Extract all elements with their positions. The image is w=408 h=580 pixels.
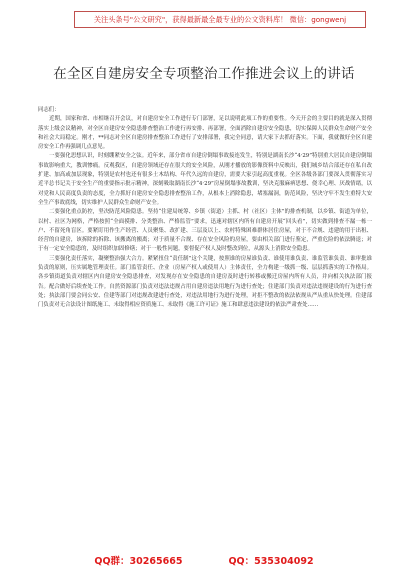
paragraph-point-1: 一要强化思想认识，时刻绷紧安全之弦。近年来，部分省市自建房倒塌事故接连发生，特别是湖南长沙“4·29”特别重大居民自建房倒塌事故影响重大，教训惨痛。反观我区，自建房领域还存在很大的安全风险，从刚才播放的影像资料中反映出，我们城乡结合部还存在私自改扩建、加高或加层现象，特别是农村也还有很多土木结构、年代久远的自建房，需要大家引起高度重视。全区各级各部门要深入贯彻落实习近平总书记关于安全生产的重要指示批示精神，深刻吸取湖南长沙“4·29”房屋倒塌事故教训，坚决克服麻痹思想、侥幸心理、厌战情绪，以对党和人民高度负责的态度，全力抓好自建房安全隐患排查整治工作，从根本上消除隐患，堵塞漏洞，防范风险，坚决守牢不发生重特大安全生产事故底线，切实维护人民群众生命财产安全。 bbox=[38, 153, 372, 206]
document-body bbox=[38, 106, 372, 536]
greeting: 同志们： bbox=[38, 107, 60, 113]
paragraph-point-3: 三要强化责任落实，凝聚整治强大合力。紧紧扭住“责任制”这个关键，按照谁的房屋谁负责、谁使用谁负责、谁监管谁负责、谁审批谁负责的原则，压实属地管理责任。部门监管责任、企业（房屋产权人或使用人）主体责任，全力构建一级抓一级、层层抓落实的工作格局。各乡镇街道负责对辖区内自建房安全隐患排查，对发现存在安全隐患的自建房及时进行转移或搬迁房屋内所有人员，并向相关执法部门报告。配合做好后续查处工作。自然资源部门负责对违法违规占用自建房违法用地行为进行查处；住建部门负责对违法违规建设的行为进行查处；执法部门要会同公安、住建等部门对违规改建进行查处，对违法用地行为进行处理，对拒不整改的依法依规从严从重从快处理。住建部门负责对无合法设计图纸施工、未取得相应资质施工、未取得《施工许可证》施工和肆意违法建设的依法严肃查处…… bbox=[38, 255, 372, 309]
contact-footer bbox=[0, 553, 408, 567]
promo-banner bbox=[74, 11, 366, 28]
paragraph-intro: 近期，国家和省、市相继召开会议，对自建房安全工作进行专门部署，足以说明此项工作的重要性。今天开会的主要目的就是深入贯彻落实上级会议精神，对全区自建房安全隐患排查整治工作进行再安排、再部署，全面消除自建房安全隐患，切实保障人民群众生命财产安全和社会大局稳定。刚才，**同志对全区自建房排查整治工作进行了安排部署，我完全同意，请大家下去抓好落实。下面，我就做好全区自建房安全工作再强调几点意见。 bbox=[38, 116, 372, 151]
promo-banner-text: 关注头条号"公文研究"，获得最新最全最专业的公文资料库！ 微信：gongwenj bbox=[93, 14, 347, 24]
document-title: 在全区自建房安全专项整治工作推进会议上的讲话 bbox=[53, 66, 355, 82]
paragraph-point-2: 二要强化重点防控，坚决防范风险隐患。坚持“住建局统筹、乡镇（街道）主抓、村（社区）主体”的排查机制，以乡镇、街道为单位，以村、社区为网格，严格按照“全面摸排、分类整治、严格监管”要求，迅速对辖区内所有自建房开展“回头看”，切实做到排查不漏一栋一户、不留死角盲区。要紧盯用作生产经营、人员聚集、改扩建、三层及以上、农村特殊困难群体居住房屋，对于不合规、违建的用于出租、经营的自建房，该拆除的拆除、该搬离的搬离；对于质量不合规、存在安全风险的房屋，要由相关部门进行鉴定，严重危险的依法腾退；对于有一定安全隐患的，及时组织加固修缮；对于一般性问题，要督促产权人及时整改到位，从源头上消除安全隐患。 bbox=[38, 209, 372, 253]
qq-text: QQ：535304092 bbox=[228, 556, 314, 567]
qq-group-text: QQ群：30265665 bbox=[94, 556, 183, 567]
